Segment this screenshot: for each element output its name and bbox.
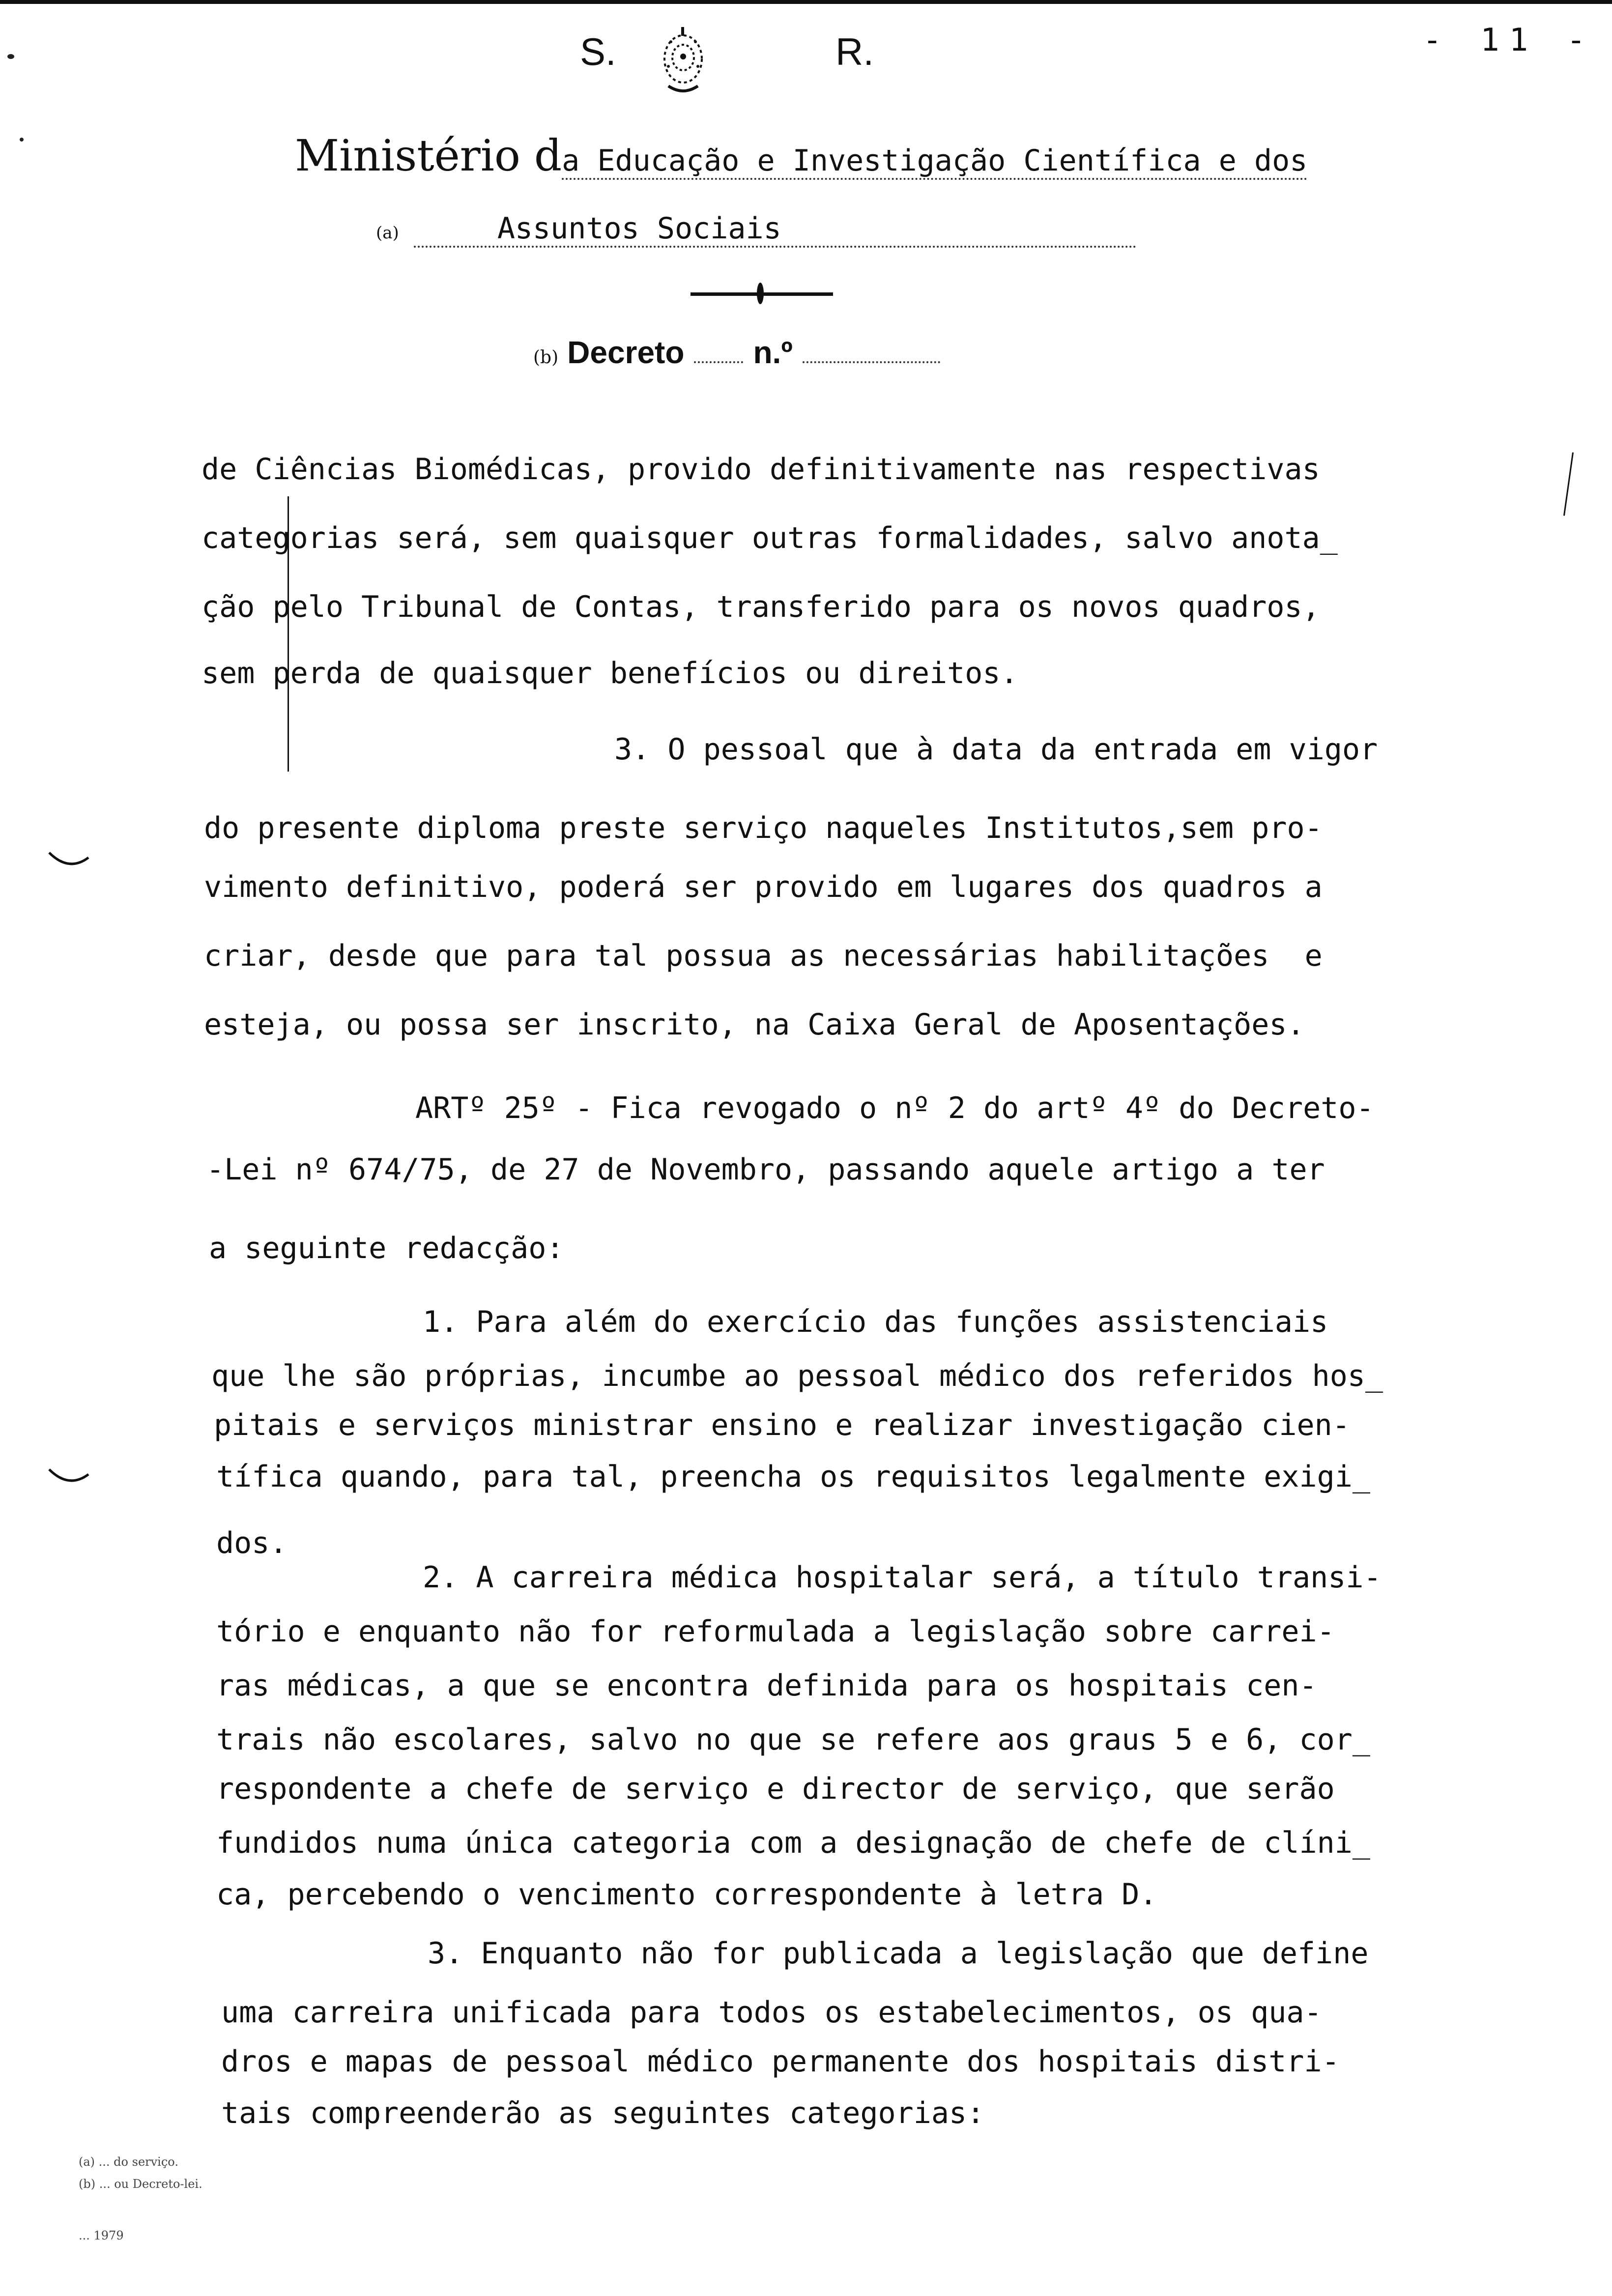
- margin-mark: [1563, 452, 1574, 516]
- decreto-blank: [694, 361, 743, 363]
- body-line: respondente a chefe de serviço e director de serviço, que serão: [216, 1772, 1335, 1806]
- decreto-number-blank: [803, 361, 940, 363]
- body-line: 3. O pessoal que à data da entrada em vigor: [614, 732, 1378, 767]
- body-line: ca, percebendo o vencimento correspondente à letra D.: [216, 1877, 1157, 1912]
- body-line: categorias será, sem quaisquer outras formalidades, salvo anota_: [202, 521, 1338, 555]
- page-number: - 11 -: [1423, 22, 1596, 58]
- body-line: uma carreira unificada para todos os estabelecimentos, os qua-: [221, 1995, 1322, 2030]
- body-line: ras médicas, a que se encontra definida para os hospitais cen-: [216, 1668, 1317, 1703]
- scan-arc: [47, 1467, 91, 1487]
- decreto-field: [533, 334, 940, 371]
- scan-top-edge: [0, 0, 1612, 4]
- letter-s: S.: [580, 30, 616, 73]
- footnote-a: (a) ... do serviço.: [79, 2155, 178, 2169]
- body-line: do presente diploma preste serviço naqueles Institutos,sem pro-: [204, 811, 1323, 845]
- body-line: esteja, ou possa ser inscrito, na Caixa Geral de Aposentações.: [204, 1007, 1305, 1042]
- body-line: vimento definitivo, poderá ser provido em lugares dos quadros a: [204, 870, 1323, 904]
- body-line: 3. Enquanto não for publicada a legislação que define: [428, 1936, 1369, 1971]
- body-line: dos.: [216, 1526, 288, 1560]
- body-line: 2. A carreira médica hospitalar será, a título transi-: [423, 1560, 1382, 1595]
- body-line: de Ciências Biomédicas, provido definitivamente nas respectivas: [202, 452, 1320, 487]
- body-line: criar, desde que para tal possua as necessárias habilitações e: [204, 939, 1323, 973]
- ministry-prefix: Ministério d: [295, 130, 562, 181]
- footnote-b: (b) ... ou Decreto-lei.: [79, 2177, 202, 2191]
- ministry-title: [295, 130, 1307, 181]
- printer-imprint: ... 1979: [79, 2229, 124, 2242]
- ministry-name: a Educação e Investigação Científica e dos: [562, 144, 1307, 180]
- body-line: ção pelo Tribunal de Contas, transferido para os novos quadros,: [202, 590, 1320, 624]
- body-line: dros e mapas de pessoal médico permanente dos hospitais distri-: [221, 2044, 1340, 2079]
- body-line: tório e enquanto não for reformulada a legislação sobre carrei-: [216, 1614, 1335, 1649]
- body-line: trais não escolares, salvo no que se refere aos graus 5 e 6, cor_: [216, 1722, 1370, 1757]
- department-field: [376, 211, 1136, 248]
- decreto-label: Decreto: [567, 335, 685, 370]
- body-line: -Lei nº 674/75, de 27 de Novembro, passando aquele artigo a ter: [206, 1152, 1325, 1187]
- body-line: tais compreenderão as seguintes categorias:: [221, 2096, 985, 2130]
- coat-of-arms-emblem-icon: [654, 22, 713, 96]
- body-line: a seguinte redacção:: [209, 1231, 564, 1265]
- field-marker-a: (a): [376, 223, 399, 243]
- body-line: tífica quando, para tal, preencha os requisitos legalmente exigi_: [216, 1460, 1370, 1494]
- body-line: pitais e serviços ministrar ensino e realizar investigação cien-: [214, 1408, 1350, 1442]
- header-letter-r: R.: [835, 30, 874, 73]
- body-line: 1. Para além do exercício das funções assistenciais: [423, 1305, 1328, 1339]
- field-marker-b: (b): [533, 347, 559, 368]
- body-line: fundidos numa única categoria com a designação de chefe de clíni_: [216, 1826, 1370, 1860]
- body-line: que lhe são próprias, incumbe ao pessoal médico dos referidos hos_: [211, 1359, 1383, 1393]
- divider-ornament: [757, 283, 764, 304]
- scan-speck: [20, 138, 24, 142]
- department-value: Assuntos Sociais: [414, 211, 1136, 248]
- decreto-number-label: n.º: [753, 335, 793, 370]
- body-line: ARTº 25º - Fica revogado o nº 2 do artº 4º do Decreto-: [415, 1091, 1374, 1125]
- body-line: sem perda de quaisquer benefícios ou direitos.: [202, 656, 1018, 690]
- scan-speck: [7, 54, 14, 59]
- scan-arc: [47, 850, 91, 870]
